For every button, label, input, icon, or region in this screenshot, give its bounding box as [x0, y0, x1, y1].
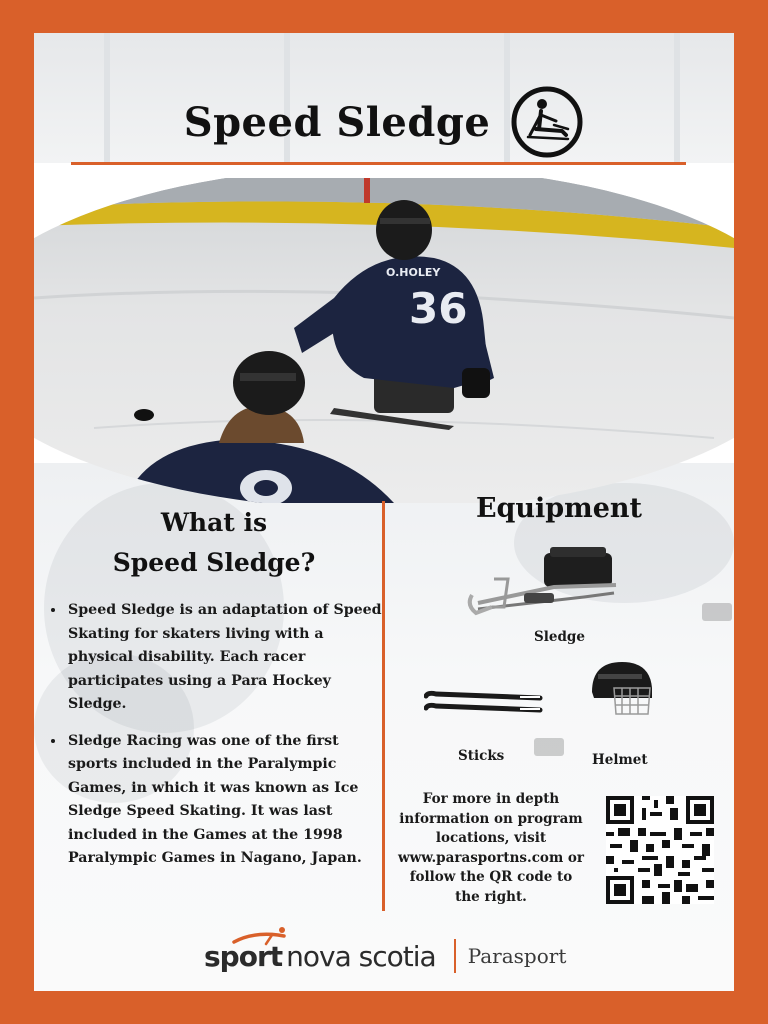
what-is-heading-line2: Speed Sledge? — [112, 548, 316, 577]
footer — [204, 936, 566, 976]
qr-code-icon[interactable] — [606, 796, 714, 904]
helmet-icon — [586, 658, 658, 718]
what-is-heading — [64, 503, 364, 583]
hero-photo — [34, 178, 734, 503]
sticks-icon — [424, 688, 544, 718]
what-is-heading-line1: What is — [160, 508, 268, 537]
brand-region-text: nova scotia — [286, 939, 436, 973]
svg-text:36: 36 — [409, 284, 468, 333]
equipment-heading: Equipment — [475, 493, 643, 524]
sticks-label: Sticks — [458, 748, 505, 764]
page-title: Speed Sledge — [183, 98, 491, 146]
brand-sport-text: sport — [204, 939, 283, 973]
sport-nova-scotia-logo — [204, 940, 436, 973]
sledge-icon — [464, 543, 624, 633]
list-item: • Sledge Racing was one of the first sports included in the Paralympic Games, in which it was known as Ice Sledge Speed Skating. It was last included in the Games at the 1998 Paralympic Games in Nagano, Japan. — [66, 730, 386, 871]
svg-text:O.HOLEY: O.HOLEY — [386, 266, 441, 279]
list-item: • Speed Sledge is an adaptation of Speed Skating for skaters living with a physical disability. Each racer participates using a Para Hockey Sledge. — [66, 599, 386, 717]
sport-runner-icon — [232, 926, 292, 948]
helmet-label: Helmet — [592, 752, 648, 768]
more-info-text: For more in depth information on program locations, visit www.parasportns.com or follow the QR code to the right. — [397, 791, 585, 905]
sledge-label: Sledge — [534, 629, 585, 645]
what-is-list — [52, 599, 386, 884]
title-rule — [71, 162, 686, 165]
speed-sledge-pictogram-icon — [510, 85, 584, 159]
poster — [34, 33, 734, 991]
footer-divider — [454, 939, 456, 973]
header — [34, 85, 734, 159]
division-label: Parasport — [467, 944, 567, 968]
